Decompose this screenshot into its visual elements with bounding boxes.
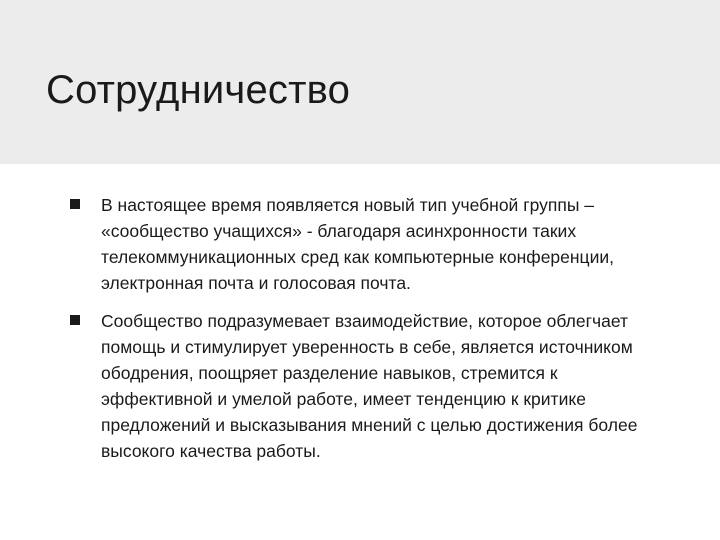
square-bullet-icon: [70, 199, 80, 209]
bullet-text: Сообщество подразумевает взаимодействие, которое облегчает помощь и стимулирует уверенность в себе, является источником ободрения, поощряет разделение навыков, стремится к эффективной и умелой работе, имеет тенденцию к критике предложений и высказывания мнений с целью достижения более высокого качества работы.: [101, 311, 638, 461]
bullet-text: В настоящее время появляется новый тип учебной группы – «сообщество учащихся» - благодаря асинхронности таких телекоммуникационных сред как компьютерные конференции, электронная почта и голосовая почта.: [101, 195, 614, 293]
bullet-item: [70, 192, 670, 296]
slide-title: Сотрудничество: [46, 68, 351, 112]
bullet-list: [70, 192, 670, 476]
bullet-item: [70, 308, 670, 464]
square-bullet-icon: [70, 315, 80, 325]
